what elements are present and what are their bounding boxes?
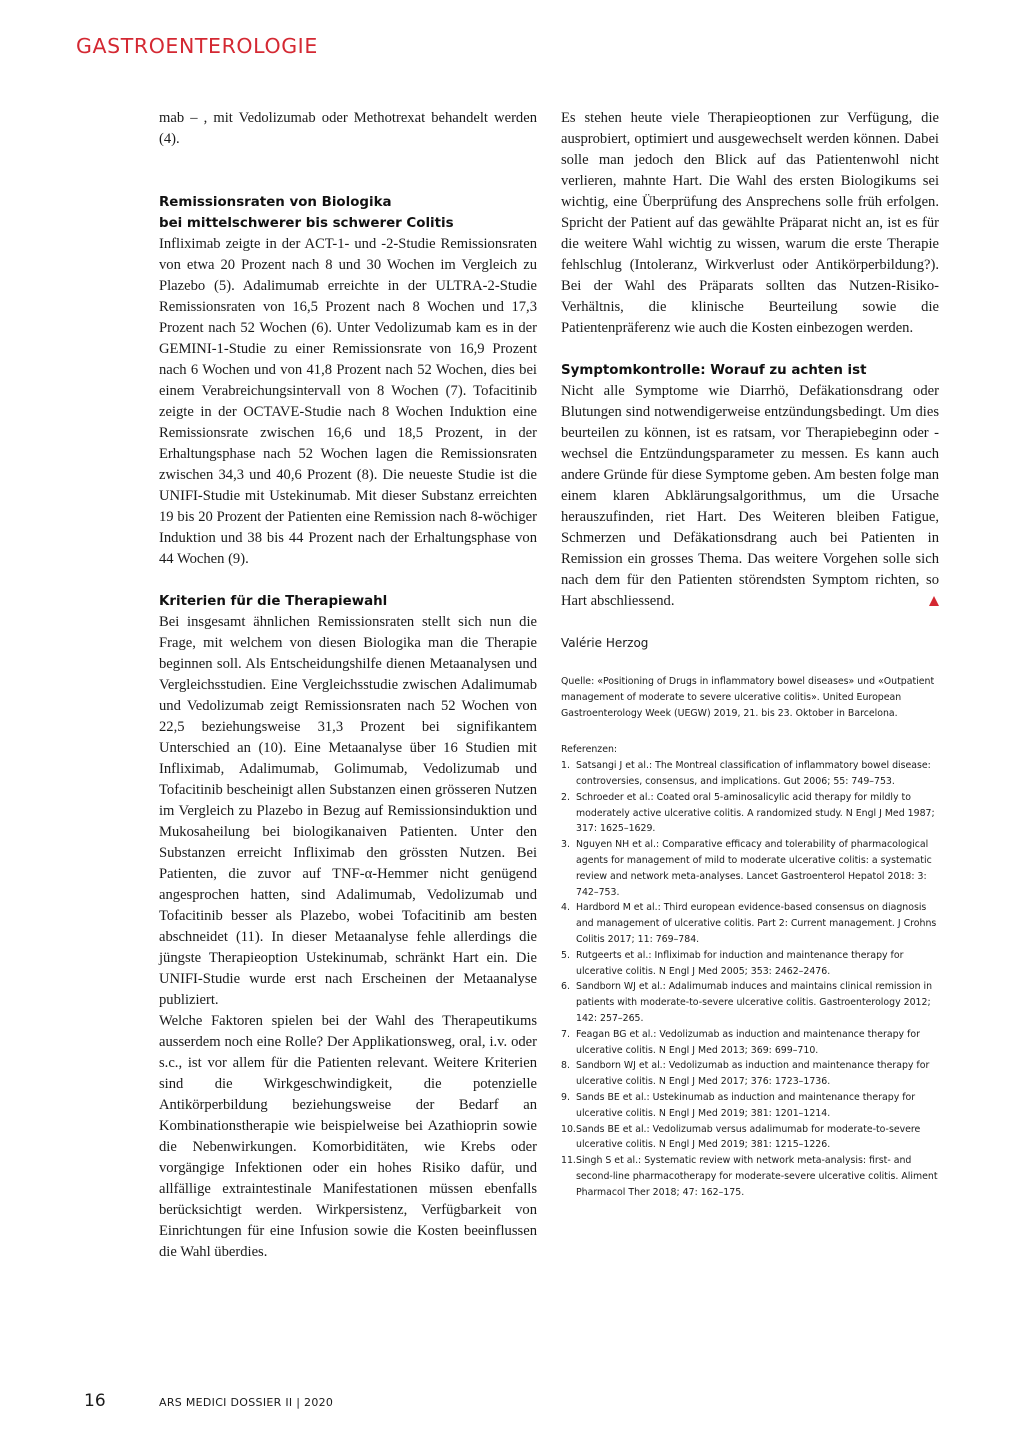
red-triangle-icon	[929, 596, 939, 606]
source-note: Quelle: «Positioning of Drugs in inflammatory bowel diseases» und «Outpatient management of moderate to severe ulcerative colitis». United European Gastroenterology Week (UEGW) 2019, 21. bis 23. Oktober in Barcelona.	[561, 676, 935, 719]
reference-item: 11. Singh S et al.: Systematic review with network meta-analysis: first- and second-line pharmacotherapy for moderate-severe ulcerative colitis. Aliment Pharmacol Ther 2018; 47: 162–175.	[561, 1155, 938, 1198]
reference-item: 8. Sandborn WJ et al.: Vedolizumab as induction and maintenance therapy for ulcerative colitis. N Engl J Med 2017; 376: 1723–1736.	[561, 1060, 930, 1088]
symptom-paragraph: Nicht alle Symptome wie Diarrhö, Defäkationsdrang oder Blutungen sind notwendigerweise entzündungsbedingt. Um dies beurteilen zu können, ist es ratsam, vor Therapiebeginn oder -wechsel die Entzündungsparameter zu messen. Es kann auch andere Gründe für diese Symptome geben. Am besten folge man einem klaren Abklärungsalgorithmus, um die Ursache herauszufinden, riet Hart. Des Weiteren bleiben Fatigue, Schmerzen und Defäkationsdrang auch bei Patienten in Remission ein grosses Thema. Das weitere Vorgehen solle sich nach dem für den Patienten störendsten Symptom richten, so Hart abschliessend.	[561, 383, 939, 609]
remission-paragraph: Infliximab zeigte in der ACT-1- und -2-Studie Remissionsraten von etwa 20 Prozent nach 8 und 30 Wochen im Vergleich zu Plazebo (5). Adalimumab erreichte in der ULTRA-2-Studie Remissionsraten von 16,5 Prozent nach 8 Wochen und 17,3 Prozent nach 52 Wochen (6). Unter Vedolizumab kam es in der GEMINI-1-Studie zu einer Remissionsrate von 16,9 Prozent nach 6 Wochen und von 41,8 Prozent nach 52 Wochen, dies bei einem Verabreichungsintervall von 8 Wochen (7). Tofacitinib zeigte in der OCTAVE-Studie nach 8 Wochen Induktion eine Remissionsrate zwischen 16,6 und 18,5 Prozent, in der Erhaltungsphase nach 52 Wochen lagen die Remissionsraten zwischen 34,3 und 40,6 Prozent (8). Die neueste Studie ist die UNIFI-Studie mit Ustekinumab. Mit dieser Substanz erreichten 19 bis 20 Prozent der Patienten eine Remission nach 8-wöchiger Induktion und 38 bis 44 Prozent nach der Erhaltungsphase von 44 Wochen (9).	[159, 236, 537, 567]
factors-paragraph: Welche Faktoren spielen bei der Wahl des Therapeutikums ausserdem noch eine Rolle? Der Applikationsweg, oral, i.v. oder s.c., ist vor allem für die Patienten relevant. Weitere Kriterien sind die Wirkgeschwindigkeit, die potenzielle Antikörperbildung beziehungsweise der Bedarf an Kombinationstherapie wie beispielweise bei Azathioprin sowie die Nebenwirkungen. Komorbiditäten, wie Krebs oder vorgängige Infektionen oder ein hohes Risiko dafür, und allfällige extraintestinale Manifestationen müssen ebenfalls berücksichtigt werden. Wirkpersistenz, Verfügbarkeit von Einrichtungen für eine Infusion sowie die Kosten beeinflussen die Wahl überdies.	[159, 1013, 537, 1260]
reference-item: 4. Hardbord M et al.: Third european evidence-based consensus on diagnosis and management of ulcerative colitis. Part 2: Current management. J Crohns Colitis 2017; 11: 769–784.	[561, 902, 937, 945]
page-number: 16	[84, 1391, 106, 1411]
section-header: GASTROENTEROLOGIE	[76, 34, 318, 58]
reference-item: 3. Nguyen NH et al.: Comparative efficacy and tolerability of pharmacological agents for management of mild to moderate ulcerative colitis: a systematic review and network meta-analyses. Lancet Gastroenterol Hepatol 2018: 3: 742–753.	[561, 839, 932, 898]
reference-item: 1. Satsangi J et al.: The Montreal classification of inflammatory bowel disease: controversies, consensus, and implications. Gut 2006; 55: 749–753.	[561, 760, 931, 787]
intro-paragraph: mab – , mit Vedolizumab oder Methotrexat behandelt werden (4).	[159, 110, 537, 147]
heading-symptom-control: Symptomkontrolle: Worauf zu achten ist	[561, 363, 867, 378]
references-title: Referenzen:	[561, 744, 618, 756]
reference-item: 2. Schroeder et al.: Coated oral 5-aminosalicylic acid therapy for mildly to moderately active ulcerative colitis. A randomized study. N Engl J Med 1987; 317: 1625–1629.	[561, 791, 935, 835]
publication-name: ARS MEDICI DOSSIER II | 2020	[159, 1396, 334, 1409]
therapy-options-paragraph: Es stehen heute viele Therapieoptionen zur Verfügung, die ausprobiert, optimiert und ausgewechselt werden können. Dabei solle man jedoch den Blick auf das Patientenwohl nicht verlieren, mahnte Hart. Die Wahl des ersten Biologikums sei wichtig, eine Überprüfung des Ansprechens solle früh erfolgen. Spricht der Patient auf das gewählte Präparat nicht an, ist es für die weitere Wahl wichtig zu wissen, warum die erste Therapie fehlschlug (Intoleranz, Wirkverlust oder Antikörperbildung?). Bei der Wahl des Präparats sollten das Nutzen-Risiko-Verhältnis, die klinische Beurteilung sowie die Patientenpräferenz wie auch die Kosten einbezogen werden.	[561, 110, 939, 336]
reference-item: 7. Feagan BG et al.: Vedolizumab as induction and maintenance therapy for ulcerative colitis. N Engl J Med 2013; 369: 699–710.	[561, 1028, 920, 1056]
heading-therapy-criteria: Kriterien für die Therapiewahl	[159, 594, 388, 609]
author-name: Valérie Herzog	[561, 636, 649, 650]
reference-item: 6. Sandborn WJ et al.: Adalimumab induces and maintains clinical remission in patients with moderate-to-severe ulcerative colitis. Gastroenterology 2012; 142: 257–265.	[561, 981, 933, 1024]
therapy-criteria-paragraph: Bei insgesamt ähnlichen Remissionsraten stellt sich nun die Frage, mit welchem von diesen Biologika man die Therapie beginnen soll. Als Entscheidungshilfe dienen Metaanalysen und Vergleichsstudien. Eine Vergleichsstudie zwischen Adalimumab und Vedolizumab zeigt Remissionsraten nach 52 Wochen von 22,5 beziehungsweise 31,3 Prozent bei signifikantem Unterschied an (10). Eine Metaanalyse über 16 Studien mit Infliximab, Adalimumab, Golimumab, Vedolizumab und Tofacitinib bescheinigt allen Substanzen einen grösseren Nutzen im Vergleich zu Plazebo in Bezug auf Remissionsinduktion und Mukosaheilung bei biologikanaiven Patienten. Unter den Substanzen erreicht Infliximab den grössten Nutzen. Bei Patienten, die zuvor auf TNF-α-Hemmer nicht genügend angesprochen hatten, sind Adalimumab, Vedolizumab und Tofacitinib besser als Plazebo, wobei Tofacitinib am besten abschneidet (11). In dieser Metaanalyse fehle allerdings die jüngste Therapieoption Ustekinumab, schränkt Hart ein. Die UNIFI-Studie wurde erst nach Erscheinen der Metaanalyse publiziert.	[159, 614, 537, 1008]
heading-remission-line2: bei mittelschwerer bis schwerer Colitis	[159, 216, 454, 231]
left-column	[159, 108, 537, 1263]
reference-item: 9. Sands BE et al.: Ustekinumab as induction and maintenance therapy for ulcerative colitis. N Engl J Med 2019; 381: 1201–1214.	[561, 1091, 916, 1119]
reference-item: 5. Rutgeerts et al.: Infliximab for induction and maintenance therapy for ulcerative colitis. N Engl J Med 2005; 353: 2462–2476.	[561, 949, 904, 977]
heading-remission-line1: Remissionsraten von Biologika	[159, 195, 392, 210]
right-column	[561, 108, 939, 1201]
references-list	[561, 758, 939, 1200]
reference-item: 10. Sands BE et al.: Vedolizumab versus adalimumab for moderate-to-severe ulcerative colitis. N Engl J Med 2019; 381: 1215–1226.	[561, 1123, 921, 1151]
